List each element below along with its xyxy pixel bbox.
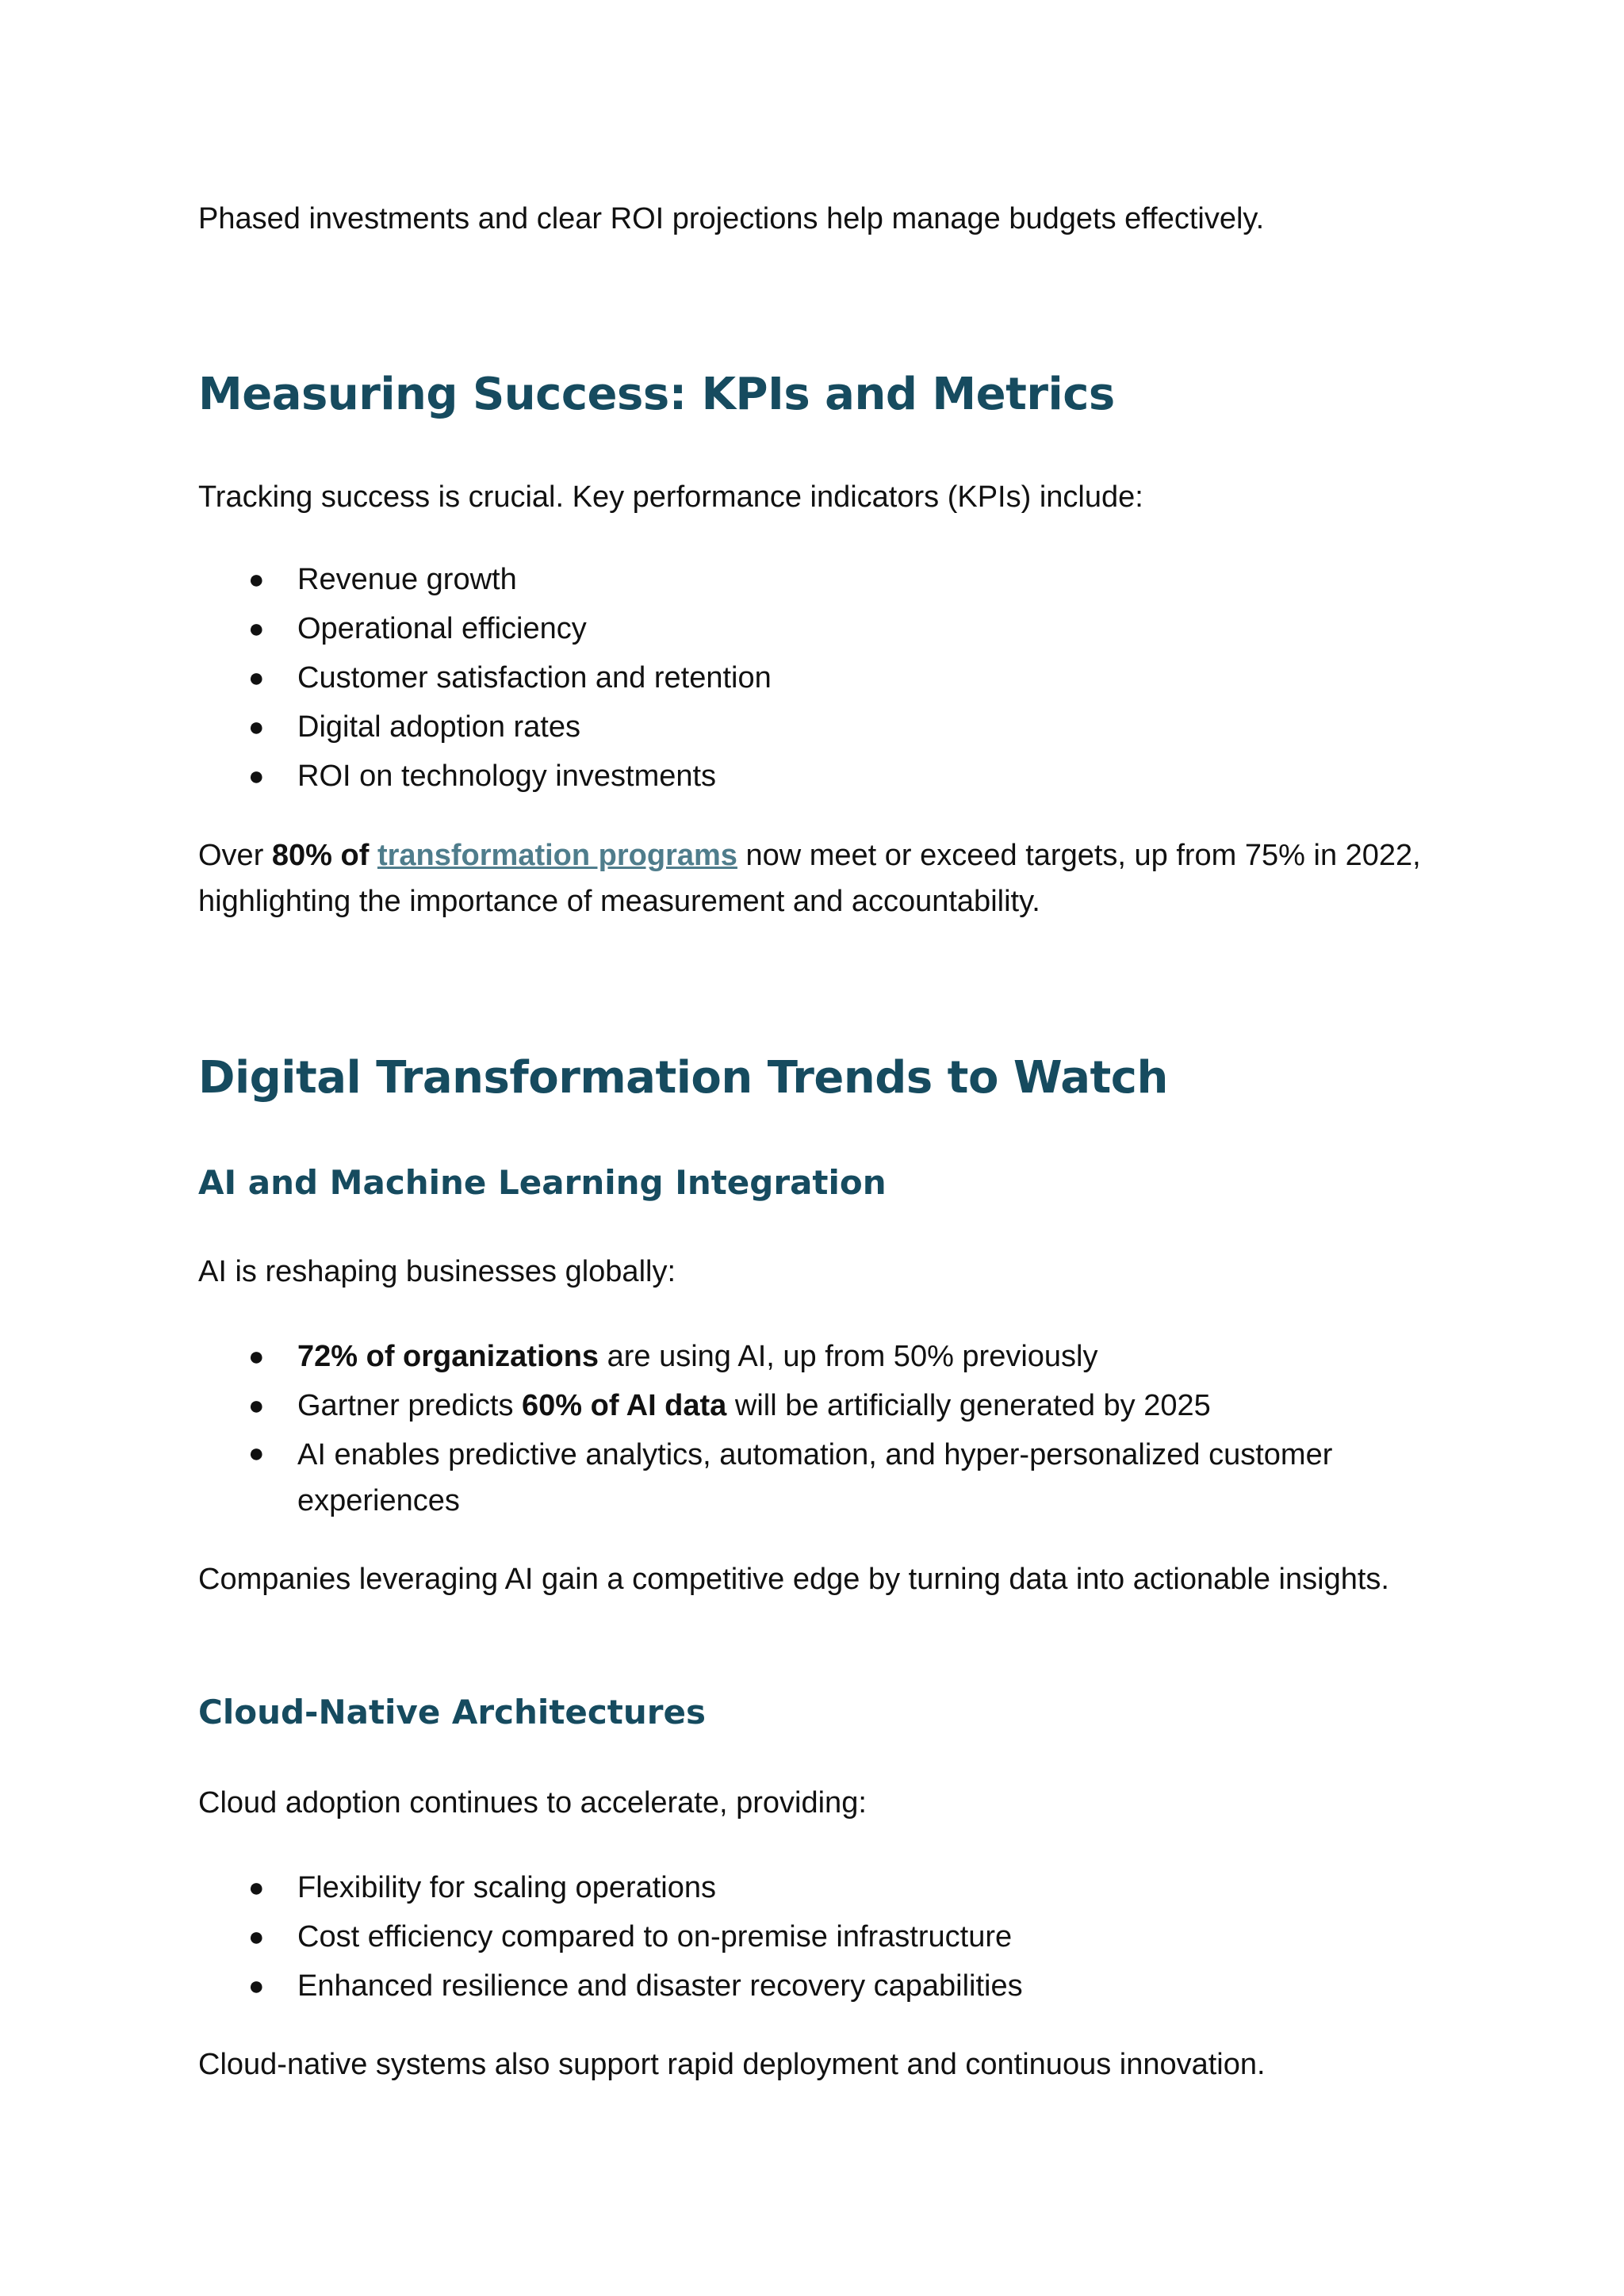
transformation-programs-link[interactable]: transformation programs xyxy=(377,839,737,872)
ai-list xyxy=(198,1332,1435,1524)
bullet-icon: ● xyxy=(248,1971,265,2001)
ai-summary-paragraph: Companies leveraging AI gain a competitive edge by turning data into actionable insights. xyxy=(198,1563,1389,1596)
list-item: ● Digital adoption rates xyxy=(198,702,1435,752)
list-item: ● AI enables predictive analytics, automation, and hyper-personalized customer experiences xyxy=(198,1430,1435,1524)
list-item: ● Customer satisfaction and retention xyxy=(198,653,1435,702)
bullet-icon: ● xyxy=(248,1873,265,1903)
intro-paragraph: Phased investments and clear ROI projections help manage budgets effectively. xyxy=(198,202,1265,235)
bullet-icon: ● xyxy=(248,1391,265,1421)
ai-lead-paragraph: AI is reshaping businesses globally: xyxy=(198,1255,676,1288)
kpi-lead-paragraph: Tracking success is crucial. Key performance indicators (KPIs) include: xyxy=(198,480,1143,514)
bullet-icon: ● xyxy=(248,1922,265,1952)
bullet-icon: ● xyxy=(248,761,265,791)
kpi-summary-paragraph: Over 80% of transformation programs now meet or exceed targets, up from 75% in 2022, highlighting the importance of measurement and accountability. xyxy=(198,839,1421,918)
bullet-icon: ● xyxy=(248,1438,265,1468)
trends-heading: Digital Transformation Trends to Watch xyxy=(198,1052,1168,1104)
ai-heading: AI and Machine Learning Integration xyxy=(198,1163,887,1202)
list-item: ● ROI on technology investments xyxy=(198,752,1435,801)
kpi-heading: Measuring Success: KPIs and Metrics xyxy=(198,369,1115,420)
list-item: ● Cost efficiency compared to on-premise infrastructure xyxy=(198,1912,1435,1961)
list-item: ● 72% of organizations are using AI, up from 50% previously xyxy=(198,1332,1435,1381)
bullet-icon: ● xyxy=(248,712,265,742)
list-item: ● Flexibility for scaling operations xyxy=(198,1863,1435,1912)
cloud-heading: Cloud-Native Architectures xyxy=(198,1693,706,1732)
bullet-icon: ● xyxy=(248,663,265,693)
list-item: ● Operational efficiency xyxy=(198,604,1435,653)
kpi-list xyxy=(198,555,1435,801)
cloud-lead-paragraph: Cloud adoption continues to accelerate, providing: xyxy=(198,1786,867,1820)
list-item: ● Gartner predicts 60% of AI data will be artificially generated by 2025 xyxy=(198,1381,1435,1430)
list-item: ● Enhanced resilience and disaster recovery capabilities xyxy=(198,1961,1435,2011)
cloud-list xyxy=(198,1863,1435,2011)
bullet-icon: ● xyxy=(248,614,265,644)
cloud-summary-paragraph: Cloud-native systems also support rapid deployment and continuous innovation. xyxy=(198,2048,1266,2081)
list-item: ● Revenue growth xyxy=(198,555,1435,604)
bullet-icon: ● xyxy=(248,564,265,595)
bullet-icon: ● xyxy=(248,1341,265,1372)
